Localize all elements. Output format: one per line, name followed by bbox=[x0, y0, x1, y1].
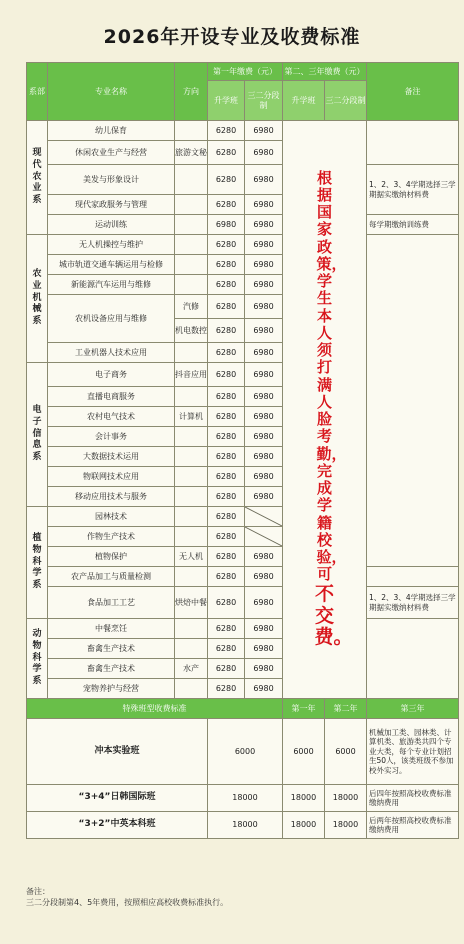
fee-three-two: 6980 bbox=[245, 121, 283, 141]
direction-cell: 烘焙中餐 bbox=[175, 587, 208, 619]
special-header-name: 特殊班型收费标准 bbox=[27, 699, 283, 719]
direction-cell bbox=[175, 427, 208, 447]
direction-cell: 水产 bbox=[175, 659, 208, 679]
major-name: 物联网技术应用 bbox=[48, 467, 175, 487]
major-name: 中餐烹饪 bbox=[48, 619, 175, 639]
remark-cell: 1、2、3、4学期选择三学期据实缴纳材料费 bbox=[367, 165, 459, 215]
major-name: 食品加工工艺 bbox=[48, 587, 175, 619]
major-name: 电子商务 bbox=[48, 363, 175, 387]
special-year2: 6000 bbox=[283, 719, 325, 785]
dept-cell: 植物科学系 bbox=[27, 507, 48, 619]
dept-cell: 现代农业系 bbox=[27, 121, 48, 235]
table-row bbox=[27, 619, 459, 639]
remark-cell bbox=[367, 121, 459, 165]
direction-cell bbox=[175, 679, 208, 699]
special-header-year3: 第三年 bbox=[367, 699, 459, 719]
fee-table bbox=[26, 62, 459, 839]
major-name: 直播电商服务 bbox=[48, 387, 175, 407]
major-name: 农产品加工与质量检测 bbox=[48, 567, 175, 587]
fee-upgrade: 6280 bbox=[208, 659, 245, 679]
fee-three-two: 6980 bbox=[245, 619, 283, 639]
special-year2: 18000 bbox=[283, 812, 325, 839]
special-year2: 18000 bbox=[283, 785, 325, 812]
fee-upgrade: 6280 bbox=[208, 165, 245, 195]
fee-upgrade: 6280 bbox=[208, 567, 245, 587]
special-row bbox=[27, 812, 459, 839]
special-year3: 18000 bbox=[325, 812, 367, 839]
direction-cell bbox=[175, 507, 208, 527]
fee-three-two: 6980 bbox=[245, 659, 283, 679]
header-direction: 方向 bbox=[175, 63, 208, 121]
fee-three-two: 6980 bbox=[245, 467, 283, 487]
header-dept: 系部 bbox=[27, 63, 48, 121]
fee-upgrade: 6280 bbox=[208, 343, 245, 363]
fee-three-two: 6980 bbox=[245, 679, 283, 699]
fee-upgrade: 6280 bbox=[208, 639, 245, 659]
direction-cell bbox=[175, 195, 208, 215]
direction-cell: 机电数控 bbox=[175, 319, 208, 343]
special-note: 后两年按照高校收费标准缴纳费用 bbox=[367, 812, 459, 839]
fee-upgrade: 6280 bbox=[208, 619, 245, 639]
special-year3: 6000 bbox=[325, 719, 367, 785]
fee-upgrade: 6280 bbox=[208, 387, 245, 407]
major-name: 会计事务 bbox=[48, 427, 175, 447]
fee-upgrade: 6280 bbox=[208, 487, 245, 507]
special-year1: 6000 bbox=[208, 719, 283, 785]
major-name: 畜禽生产技术 bbox=[48, 639, 175, 659]
fee-three-two: 6980 bbox=[245, 295, 283, 319]
header-sub-three-two: 三二分段制 bbox=[245, 81, 283, 121]
fee-upgrade: 6280 bbox=[208, 507, 245, 527]
remark-cell: 1、2、3、4学期选择三学期据实缴纳材料费 bbox=[367, 587, 459, 619]
dept-cell: 农业机械系 bbox=[27, 235, 48, 363]
major-name: 农机设备应用与维修 bbox=[48, 295, 175, 343]
diagonal-slash bbox=[245, 527, 282, 546]
page-title: 2026年开设专业及收费标准 bbox=[103, 26, 361, 48]
footnote-text: 三二分段制第4、5年费用，按照相应高校收费标准执行。 bbox=[26, 898, 229, 908]
major-name: 植物保护 bbox=[48, 547, 175, 567]
fee-three-two: 6980 bbox=[245, 587, 283, 619]
table-row bbox=[27, 587, 459, 619]
major-name: 休闲农业生产与经营 bbox=[48, 141, 175, 165]
fee-three-two: 6980 bbox=[245, 387, 283, 407]
dept-cell: 动物科学系 bbox=[27, 619, 48, 699]
special-name: “3+4”日韩国际班 bbox=[27, 785, 208, 812]
table-row bbox=[27, 165, 459, 195]
direction-cell: 计算机 bbox=[175, 407, 208, 427]
special-name: 冲本实验班 bbox=[27, 719, 208, 785]
direction-cell bbox=[175, 567, 208, 587]
direction-cell: 抖音应用 bbox=[175, 363, 208, 387]
special-header-year2: 第二年 bbox=[325, 699, 367, 719]
fee-upgrade: 6280 bbox=[208, 447, 245, 467]
fee-three-two: 6980 bbox=[245, 363, 283, 387]
header-sub-three-two-2: 三二分段制 bbox=[325, 81, 367, 121]
remark-cell bbox=[367, 619, 459, 699]
fee-upgrade: 6280 bbox=[208, 235, 245, 255]
direction-cell bbox=[175, 447, 208, 467]
fee-three-two: 6980 bbox=[245, 235, 283, 255]
fee-three-two: 6980 bbox=[245, 407, 283, 427]
direction-cell: 汽修 bbox=[175, 295, 208, 319]
fee-three-two: 6980 bbox=[245, 639, 283, 659]
fee-three-two: 6980 bbox=[245, 141, 283, 165]
fee-upgrade: 6280 bbox=[208, 319, 245, 343]
table-row bbox=[27, 235, 459, 255]
direction-cell bbox=[175, 619, 208, 639]
fee-upgrade: 6280 bbox=[208, 467, 245, 487]
header-major: 专业名称 bbox=[48, 63, 175, 121]
major-name: 幼儿保育 bbox=[48, 121, 175, 141]
direction-cell bbox=[175, 639, 208, 659]
fee-upgrade: 6280 bbox=[208, 407, 245, 427]
remark-cell: 每学期缴纳训练费 bbox=[367, 215, 459, 235]
direction-cell bbox=[175, 527, 208, 547]
fee-upgrade: 6280 bbox=[208, 363, 245, 387]
header-remark: 备注 bbox=[367, 63, 459, 121]
major-name: 城市轨道交通车辆运用与检修 bbox=[48, 255, 175, 275]
fee-three-two-na bbox=[245, 527, 283, 547]
special-year1: 18000 bbox=[208, 812, 283, 839]
header-sub-upgrade-2: 升学班 bbox=[283, 81, 325, 121]
policy-notice-text: 根据国家政策，学生本人须打满人脸考勤，完成学籍校验，可 bbox=[316, 168, 347, 584]
fee-three-two: 6980 bbox=[245, 487, 283, 507]
fee-upgrade: 6280 bbox=[208, 295, 245, 319]
major-name: 宠物养护与经营 bbox=[48, 679, 175, 699]
special-row bbox=[27, 719, 459, 785]
major-name: 园林技术 bbox=[48, 507, 175, 527]
direction-cell: 旅游文秘 bbox=[175, 141, 208, 165]
direction-cell bbox=[175, 121, 208, 141]
major-name: 无人机操控与维护 bbox=[48, 235, 175, 255]
header-year23: 第二、三年缴费（元） bbox=[283, 63, 367, 81]
direction-cell: 无人机 bbox=[175, 547, 208, 567]
special-year3: 18000 bbox=[325, 785, 367, 812]
fee-three-two: 6980 bbox=[245, 343, 283, 363]
table-row bbox=[27, 215, 459, 235]
direction-cell bbox=[175, 467, 208, 487]
fee-three-two: 6980 bbox=[245, 447, 283, 467]
fee-upgrade: 6280 bbox=[208, 275, 245, 295]
fee-three-two: 6980 bbox=[245, 165, 283, 195]
fee-upgrade: 6280 bbox=[208, 527, 245, 547]
direction-cell bbox=[175, 255, 208, 275]
direction-cell bbox=[175, 165, 208, 195]
major-name: 现代家政服务与管理 bbox=[48, 195, 175, 215]
major-name: 畜禽生产技术 bbox=[48, 659, 175, 679]
remark-cell bbox=[367, 235, 459, 567]
special-header-year1: 第一年 bbox=[283, 699, 325, 719]
header-sub-upgrade: 升学班 bbox=[208, 81, 245, 121]
fee-upgrade: 6280 bbox=[208, 427, 245, 447]
direction-cell bbox=[175, 215, 208, 235]
special-header-row bbox=[27, 699, 459, 719]
header-year1: 第一年缴费（元） bbox=[208, 63, 283, 81]
diagonal-slash bbox=[245, 507, 282, 526]
fee-three-two: 6980 bbox=[245, 275, 283, 295]
direction-cell bbox=[175, 275, 208, 295]
fee-upgrade: 6280 bbox=[208, 255, 245, 275]
major-name: 农村电气技术 bbox=[48, 407, 175, 427]
table-row bbox=[27, 567, 459, 587]
major-name: 新能源汽车运用与维修 bbox=[48, 275, 175, 295]
special-note: 机械加工类、园林类、计算机类、旅游类共四个专业大类，每个专业计划招生50人，该类班级不参加校外实习。 bbox=[367, 719, 459, 785]
fee-upgrade: 6280 bbox=[208, 547, 245, 567]
fee-upgrade: 6280 bbox=[208, 195, 245, 215]
direction-cell bbox=[175, 487, 208, 507]
fee-upgrade: 6980 bbox=[208, 215, 245, 235]
fee-upgrade: 6280 bbox=[208, 679, 245, 699]
fee-three-two: 6980 bbox=[245, 567, 283, 587]
fee-upgrade: 6280 bbox=[208, 121, 245, 141]
major-name: 美发与形象设计 bbox=[48, 165, 175, 195]
fee-three-two: 6980 bbox=[245, 319, 283, 343]
fee-three-two: 6980 bbox=[245, 427, 283, 447]
major-name: 工业机器人技术应用 bbox=[48, 343, 175, 363]
fee-upgrade: 6280 bbox=[208, 141, 245, 165]
fee-three-two: 6980 bbox=[245, 255, 283, 275]
major-name: 大数据技术运用 bbox=[48, 447, 175, 467]
table-row bbox=[27, 121, 459, 141]
major-name: 运动训练 bbox=[48, 215, 175, 235]
major-name: 作物生产技术 bbox=[48, 527, 175, 547]
policy-notice-highlight: 不交费。 bbox=[314, 582, 353, 649]
policy-notice bbox=[283, 121, 367, 699]
special-row bbox=[27, 785, 459, 812]
fee-upgrade: 6280 bbox=[208, 587, 245, 619]
footnote-label: 备注： bbox=[26, 887, 50, 896]
special-year1: 18000 bbox=[208, 785, 283, 812]
direction-cell bbox=[175, 235, 208, 255]
fee-three-two-na bbox=[245, 507, 283, 527]
footnote bbox=[26, 886, 228, 908]
special-note: 后四年按照高校收费标准缴纳费用 bbox=[367, 785, 459, 812]
direction-cell bbox=[175, 387, 208, 407]
fee-three-two: 6980 bbox=[245, 547, 283, 567]
remark-cell bbox=[367, 567, 459, 587]
special-name: “3+2”中英本科班 bbox=[27, 812, 208, 839]
dept-cell: 电子信息系 bbox=[27, 363, 48, 507]
direction-cell bbox=[175, 343, 208, 363]
fee-three-two: 6980 bbox=[245, 195, 283, 215]
fee-three-two: 6980 bbox=[245, 215, 283, 235]
major-name: 移动应用技术与服务 bbox=[48, 487, 175, 507]
